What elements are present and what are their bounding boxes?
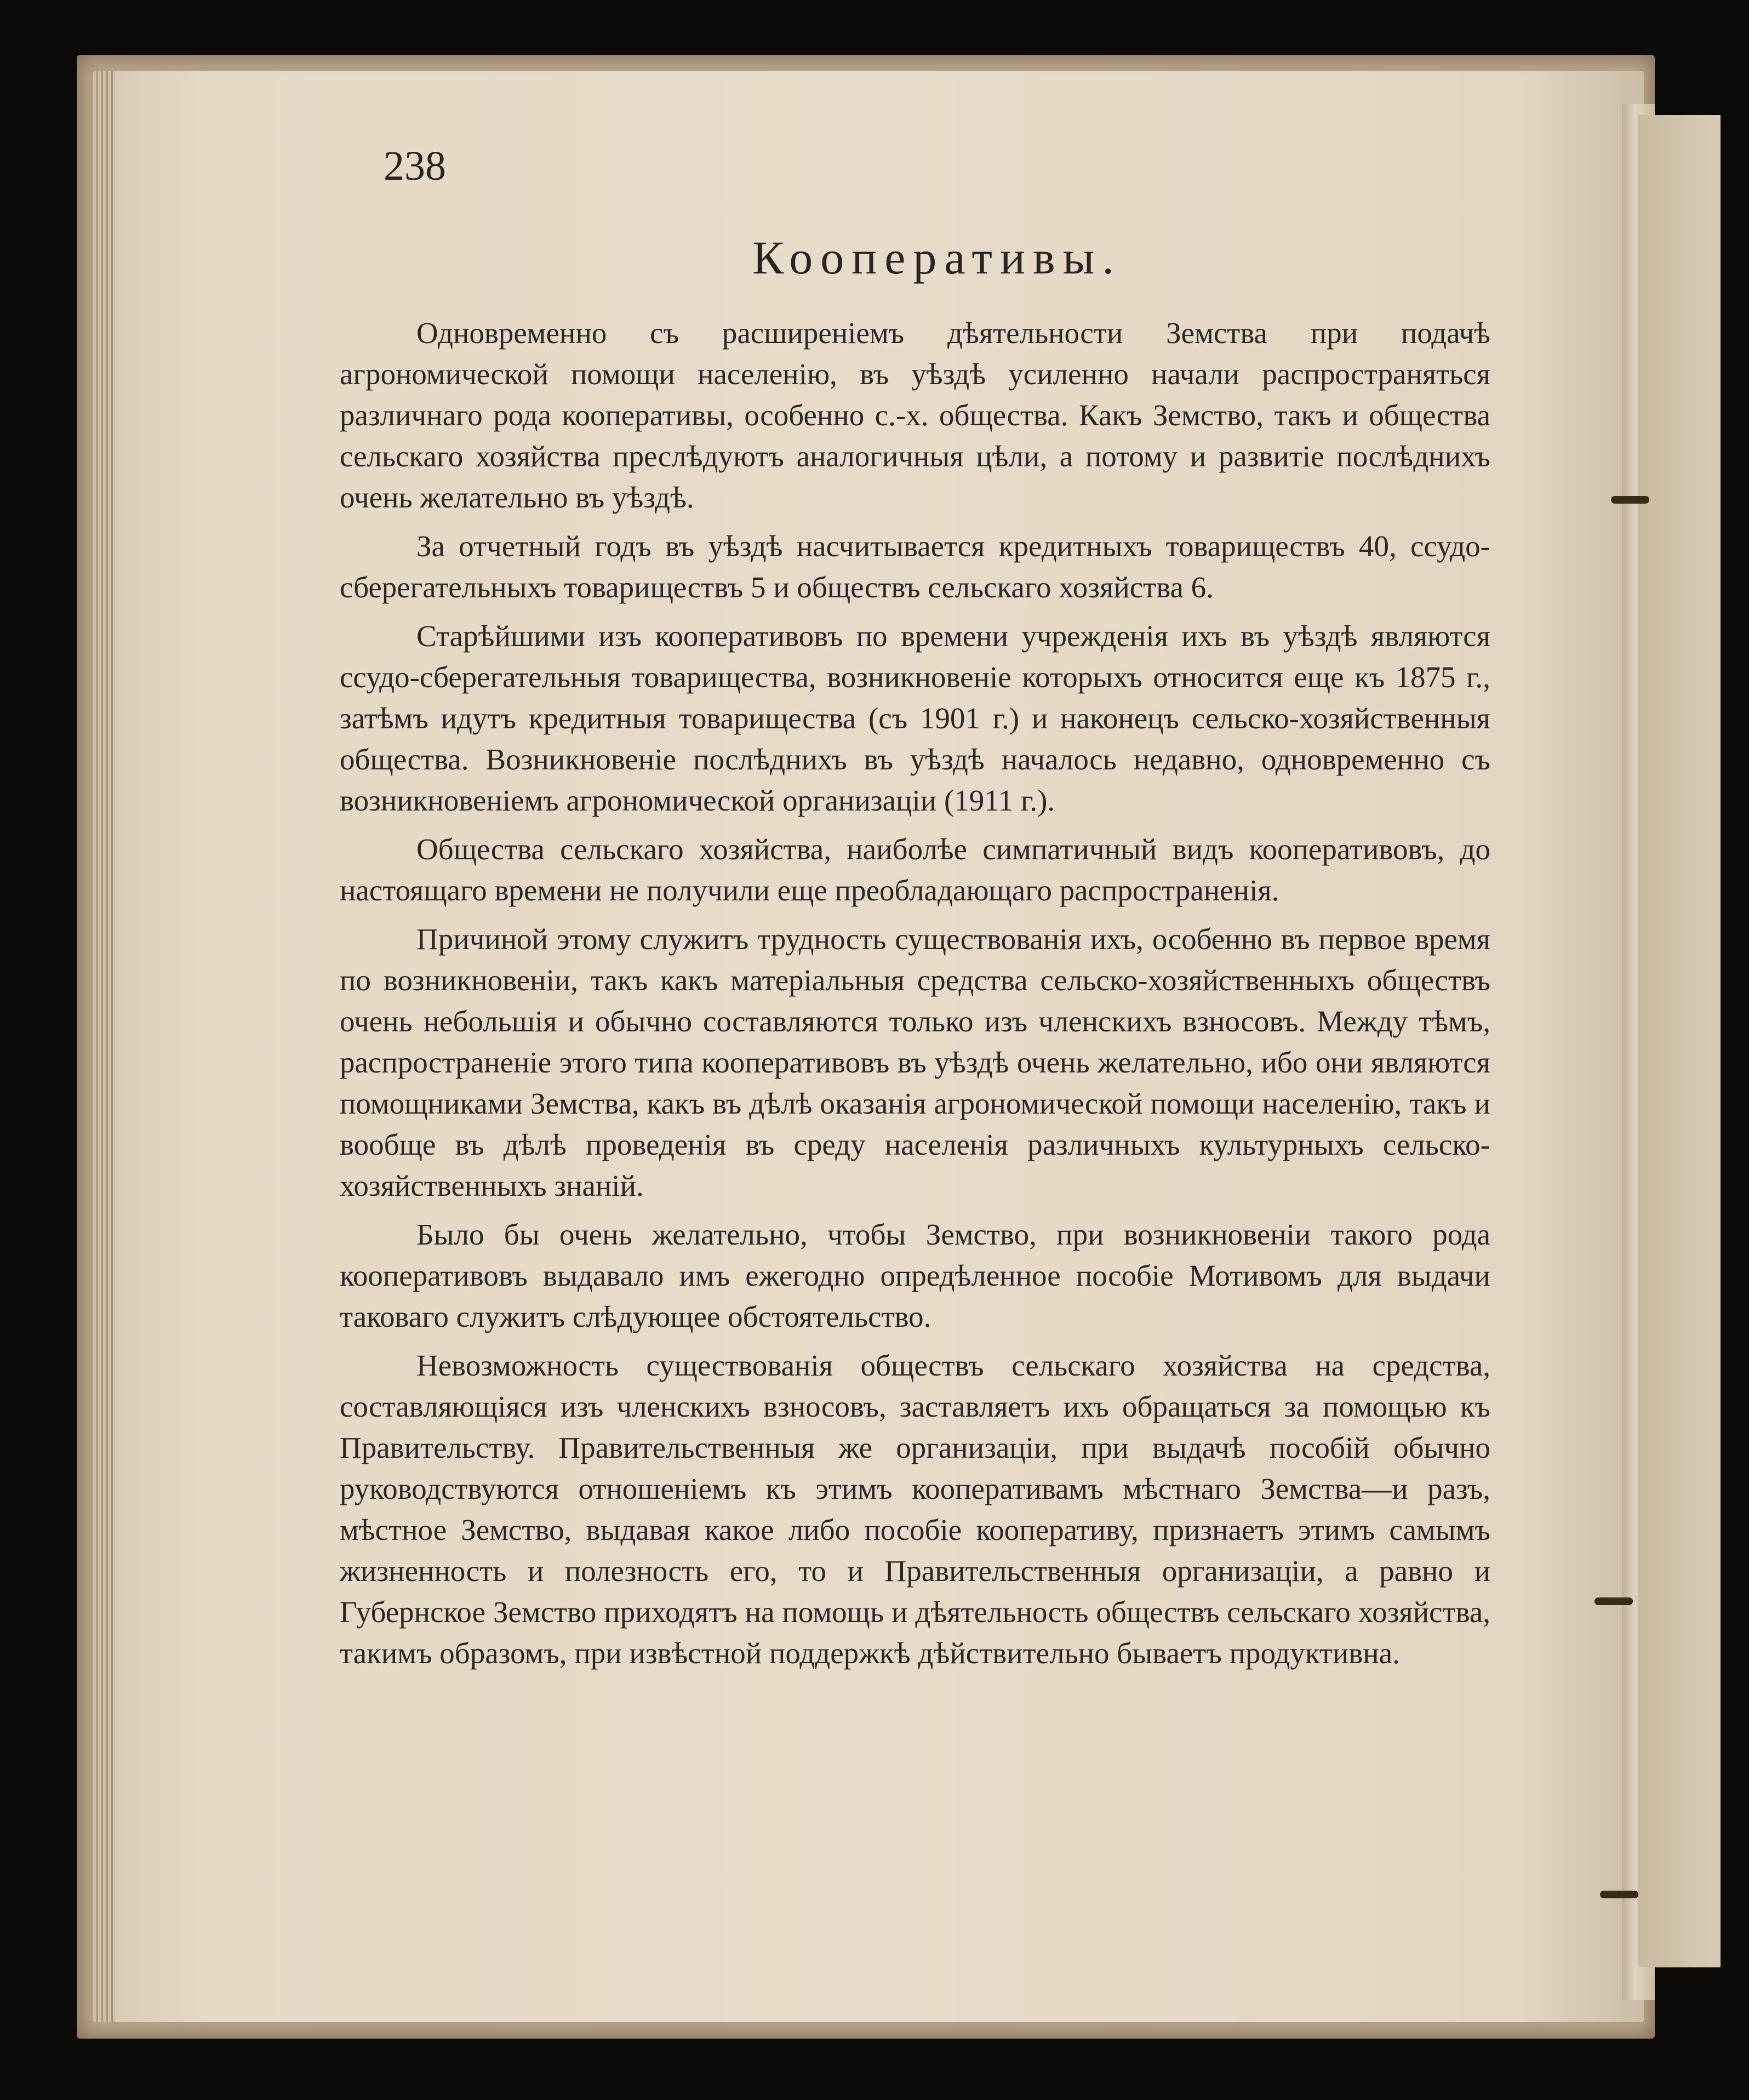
paragraph: Причиной этому служитъ трудность существованія ихъ, особенно въ первое время по возникновеніи, такъ какъ матеріальныя средства сельско-хозяйственныхъ обществъ очень небольшія и обычно составляются только изъ членскихъ взносовъ. Между тѣмъ, распространеніе этого типа кооперативовъ въ уѣздѣ очень желательно, ибо они являются помощниками Земства, какъ въ дѣлѣ оказанія агрономической помощи населенію, такъ и вообще въ дѣлѣ проведенія въ среду населенія различныхъ культурныхъ сельско-хозяйственныхъ знаній. [340, 922, 1490, 1202]
binding-thread [1594, 1597, 1633, 1605]
binding-thread [1600, 1891, 1638, 1898]
paragraph: Было бы очень желательно, чтобы Земство, при возникновеніи такого рода кооперативовъ выдавало имъ ежегодно опредѣленное пособіе Мотивомъ для выдачи таковаго служитъ слѣдующее обстоятельство. [340, 1218, 1490, 1333]
paragraph: За отчетный годъ въ уѣздѣ насчитывается кредитныхъ товариществъ 40, ссудо-сберегательныхъ товариществъ 5 и обществъ сельскаго хозяйства 6. [340, 529, 1490, 604]
paragraph: Старѣйшими изъ кооперативовъ по времени учрежденія ихъ въ уѣздѣ являются ссудо-сберегательныя товарищества, возникновеніе которыхъ относится еще къ 1875 г., затѣмъ идутъ кредитныя товарищества (съ 1901 г.) и наконецъ сельско-хозяйственныя общества. Возникновеніе послѣднихъ въ уѣздѣ началось недавно, одновременно съ возникновеніемъ агрономической организаціи (1911 г.). [340, 619, 1490, 817]
paragraph: Одновременно съ расширеніемъ дѣятельности Земства при подачѣ агрономической помощи населенію, въ уѣздѣ усиленно начали распространяться различнаго рода кооперативы, особенно с.-х. общества. Какъ Земство, такъ и общества сельскаго хозяйства преслѣдуютъ аналогичныя цѣли, а потому и развитіе послѣднихъ очень желательно въ уѣздѣ. [340, 316, 1490, 514]
page-number: 238 [384, 143, 446, 189]
page-title: Кооперативы. [752, 231, 1122, 284]
binding-thread [1611, 496, 1649, 504]
paragraph: Общества сельскаго хозяйства, наиболѣе симпатичный видъ кооперативовъ, до настоящаго времени не получили еще преобладающаго распространенія. [340, 832, 1490, 907]
paragraph: Невозможность существованія обществъ сельскаго хозяйства на средства, составляющіяся изъ членскихъ взносовъ, заставляетъ ихъ обращаться за помощью къ Правительству. Правительственныя же организаціи, при выдачѣ пособій обычно руководствуются отношеніемъ къ этимъ кооперативамъ мѣстнаго Земства—и разъ, мѣстное Земство, выдавая какое либо пособіе кооперативу, признаетъ этимъ самымъ жизненность и полезность его, то и Правительственныя организаціи, а равно и Губернское Земство приходятъ на помощь и дѣятельность обществъ сельскаго хозяйства, такимъ образомъ, при извѣстной поддержкѣ дѣйствительно бываетъ продуктивна. [340, 1349, 1490, 1670]
body-text [340, 312, 1490, 1674]
facing-page-edge [1638, 115, 1721, 1967]
